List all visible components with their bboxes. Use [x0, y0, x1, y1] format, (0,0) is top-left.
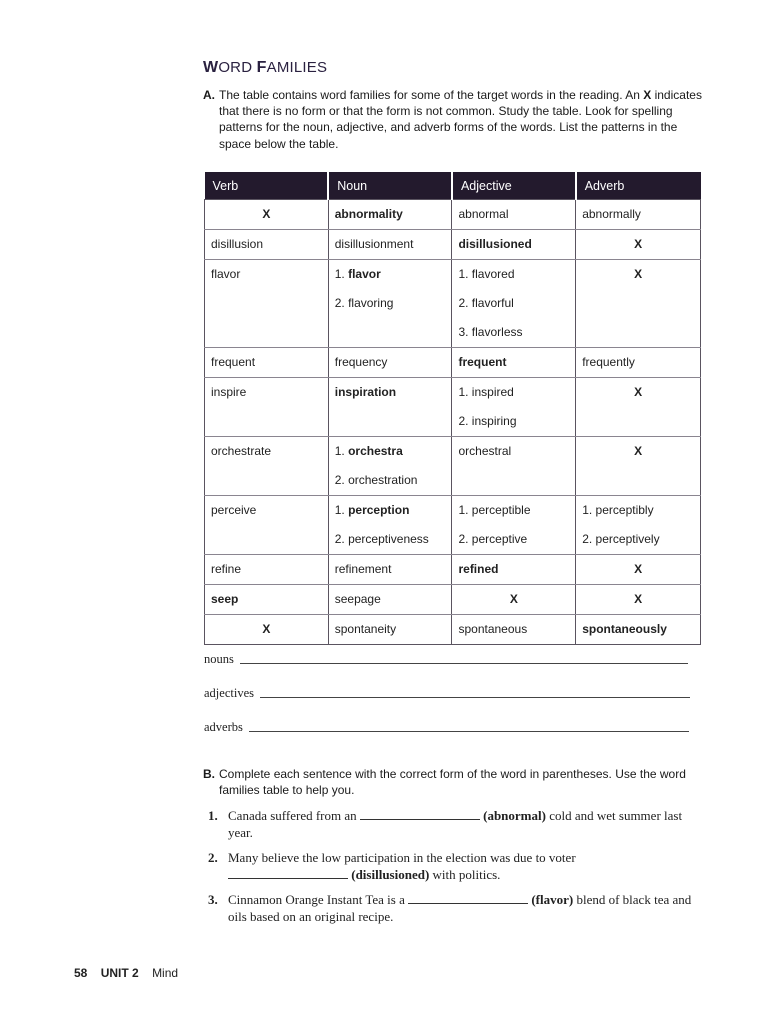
table-cell-noun: [328, 348, 452, 378]
table-cell-adv: [576, 585, 701, 615]
cell-text: 2. perceptively: [582, 532, 660, 546]
section-letter-a: A.: [203, 88, 215, 102]
table-header-row: [205, 172, 701, 200]
table-cell-noun: [328, 555, 452, 585]
cell-text: 3. flavorless: [458, 325, 523, 339]
cell-text: spontaneity: [334, 622, 397, 636]
table-cell-noun: [328, 585, 452, 615]
table-cell-adj: [452, 260, 576, 348]
exercise-item-3: 3. Cinnamon Orange Instant Tea is a (flavor) blend of black tea and oils based on an original recipe.: [208, 892, 692, 924]
instructions-b-text: Complete each sentence with the correct form of the word in parentheses. Use the word families table to help you.: [219, 767, 686, 798]
table-row: [205, 555, 701, 585]
cell-text: spontaneous: [458, 622, 528, 636]
section-title: WORD FAMILIES: [203, 59, 328, 76]
unit-label: UNIT 2: [100, 966, 139, 980]
table-row: [205, 615, 701, 645]
cell-text: X: [509, 592, 518, 606]
pattern-line-adverbs: [204, 720, 689, 735]
cell-text: frequent: [458, 355, 507, 369]
cell-number: 1.: [334, 267, 349, 281]
table-cell-noun: [328, 496, 452, 555]
cell-text: 1. inspired: [458, 385, 514, 399]
table-cell-adj: [452, 348, 576, 378]
table-cell-noun: [328, 200, 452, 230]
table-cell-adv: [576, 260, 701, 348]
cell-text: abnormality: [334, 207, 403, 221]
table-cell-noun: [328, 230, 452, 260]
answer-line-nouns[interactable]: [240, 662, 688, 664]
table-cell-verb: [205, 378, 329, 437]
cell-keyword: flavor: [348, 267, 381, 281]
cell-text: 2. orchestration: [334, 473, 418, 487]
table-cell-verb: [205, 585, 329, 615]
cell-text: frequency: [334, 355, 388, 369]
table-cell-verb: [205, 230, 329, 260]
table-cell-adv: [576, 230, 701, 260]
label-adjectives: adjectives: [204, 686, 254, 700]
cell-text: 1. perceptible: [458, 503, 531, 517]
cell-keyword: perception: [348, 503, 410, 517]
exercise-item-2: 2. Many believe the low participation in the election was due to voter (disillusioned) with politics.: [208, 850, 576, 882]
cell-text: 1. perceptibly: [582, 503, 654, 517]
cell-text: refine: [211, 562, 242, 576]
cell-text: X: [262, 207, 271, 221]
table-cell-adv: [576, 437, 701, 496]
answer-line-adverbs[interactable]: [249, 730, 689, 732]
pattern-line-nouns: [204, 652, 688, 667]
table-row: [205, 200, 701, 230]
table-cell-adj: [452, 230, 576, 260]
table-cell-verb: [205, 260, 329, 348]
answer-blank-3[interactable]: [408, 892, 528, 904]
header-adverb: Adverb: [576, 172, 701, 200]
table-cell-adv: [576, 615, 701, 645]
cell-text: X: [262, 622, 271, 636]
instructions-a-text: The table contains word families for some of the target words in the reading. An X indicates that there is no form or that the form is not common. Study the table. Look for spelling patterns for the noun, adjective, and adverb forms of the words. List the patterns in the space below the table.: [219, 88, 702, 151]
table-cell-verb: [205, 555, 329, 585]
table-row: [205, 260, 701, 348]
page-number: 58: [74, 966, 88, 980]
table-body: [205, 200, 701, 645]
cell-text: 2. inspiring: [458, 414, 517, 428]
cell-text: refinement: [334, 562, 392, 576]
cell-text: 2. flavoring: [334, 296, 394, 310]
cell-number: 1.: [334, 444, 349, 458]
word-families-table: [204, 172, 701, 645]
cell-text: perceive: [211, 503, 257, 517]
table-cell-adv: [576, 496, 701, 555]
cell-text: 2. flavorful: [458, 296, 514, 310]
cell-text: orchestral: [458, 444, 512, 458]
table-cell-verb: [205, 200, 329, 230]
table-cell-verb: [205, 615, 329, 645]
cell-text: seep: [211, 592, 239, 606]
table-cell-verb: [205, 437, 329, 496]
table-cell-adj: [452, 378, 576, 437]
table-cell-verb: [205, 496, 329, 555]
table-row: [205, 230, 701, 260]
table-cell-adv: [576, 348, 701, 378]
unit-topic: Mind: [152, 966, 179, 980]
cell-text: disillusionment: [334, 237, 414, 251]
cell-text: X: [634, 237, 643, 251]
section-letter-b: B.: [203, 767, 215, 781]
cell-text: X: [634, 385, 643, 399]
answer-blank-1[interactable]: [360, 808, 480, 820]
table-cell-noun: [328, 437, 452, 496]
table-cell-adj: [452, 585, 576, 615]
cell-text: 2. perceptiveness: [334, 532, 429, 546]
table-cell-adv: [576, 555, 701, 585]
cell-text: 1. flavored: [458, 267, 515, 281]
table-cell-adv: [576, 378, 701, 437]
cell-number: 1.: [334, 503, 349, 517]
table-cell-verb: [205, 348, 329, 378]
cell-text: X: [634, 562, 643, 576]
cell-text: X: [634, 444, 643, 458]
instructions-b: [203, 766, 703, 798]
cell-text: [335, 260, 446, 289]
cell-text: seepage: [334, 592, 381, 606]
cell-text: flavor: [211, 267, 241, 281]
cell-text: frequent: [211, 355, 256, 369]
cell-text: X: [634, 267, 643, 281]
cell-text: inspiration: [334, 385, 397, 399]
cell-text: inspire: [211, 385, 247, 399]
header-noun: Noun: [328, 172, 452, 200]
pattern-line-adjectives: [204, 686, 690, 701]
cell-text: abnormally: [582, 207, 641, 221]
table-cell-adj: [452, 496, 576, 555]
table-cell-noun: [328, 260, 452, 348]
label-adverbs: adverbs: [204, 720, 243, 734]
cell-text: [335, 437, 446, 466]
cell-text: spontaneously: [582, 622, 667, 636]
table-row: [205, 437, 701, 496]
cell-text: frequently: [582, 355, 635, 369]
table-cell-noun: [328, 615, 452, 645]
instructions-a: [203, 87, 703, 152]
header-adjective: Adjective: [452, 172, 576, 200]
exercise-item-1: 1. Canada suffered from an (abnormal) cold and wet summer last year.: [208, 808, 683, 840]
table-row: [205, 348, 701, 378]
table-cell-adj: [452, 555, 576, 585]
cell-text: refined: [458, 562, 499, 576]
table-cell-adv: [576, 200, 701, 230]
cell-text: abnormal: [458, 207, 509, 221]
table-row: [205, 585, 701, 615]
table-row: [205, 496, 701, 555]
exercise-list: [208, 807, 698, 933]
page-footer: [74, 966, 178, 980]
cell-text: disillusioned: [458, 237, 532, 251]
table-cell-noun: [328, 378, 452, 437]
header-verb: Verb: [205, 172, 329, 200]
cell-text: orchestrate: [211, 444, 272, 458]
table-row: [205, 378, 701, 437]
table-cell-adj: [452, 200, 576, 230]
answer-blank-2[interactable]: [228, 867, 348, 879]
table-cell-adj: [452, 437, 576, 496]
cell-keyword: orchestra: [348, 444, 403, 458]
cell-text: [335, 496, 446, 525]
cell-text: X: [634, 592, 643, 606]
table-cell-adj: [452, 615, 576, 645]
answer-line-adjectives[interactable]: [260, 696, 690, 698]
label-nouns: nouns: [204, 652, 234, 666]
cell-text: disillusion: [211, 237, 264, 251]
cell-text: 2. perceptive: [458, 532, 528, 546]
